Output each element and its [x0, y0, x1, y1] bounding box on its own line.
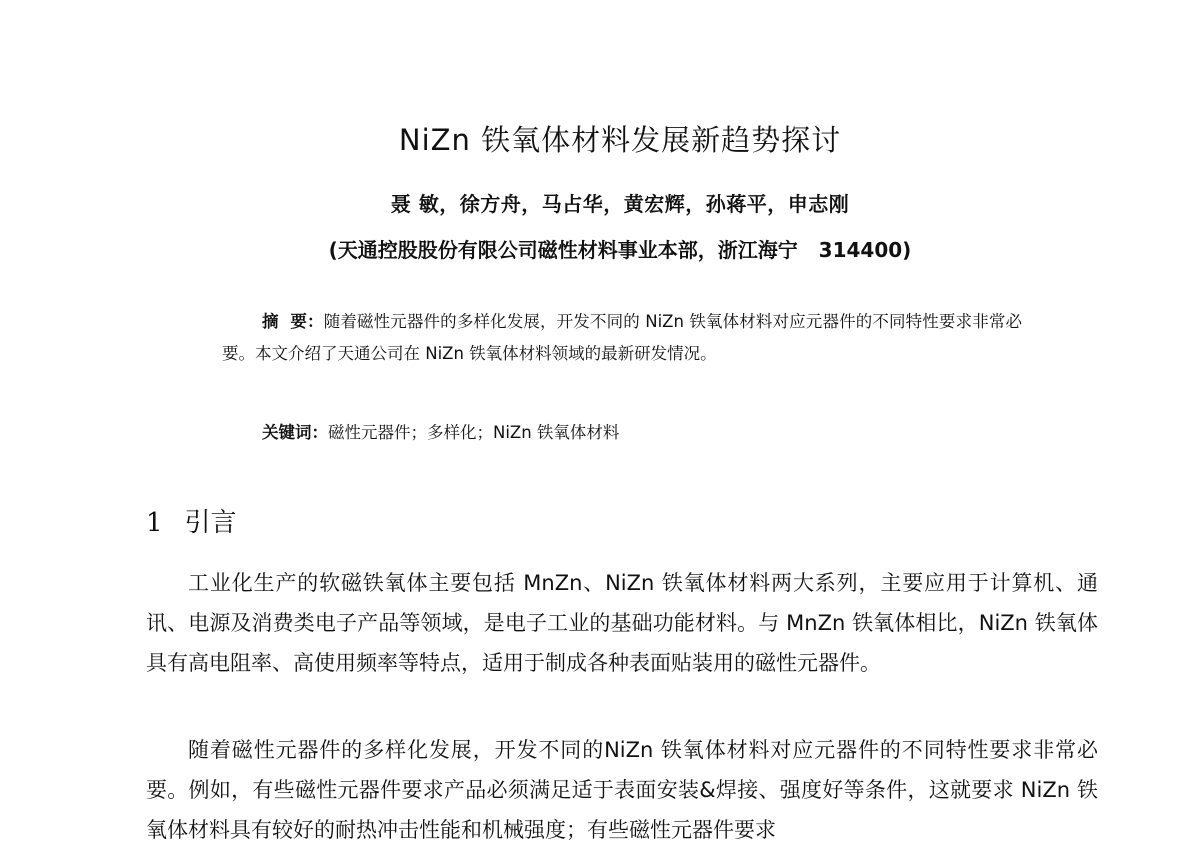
keywords-label: 关键词：	[262, 423, 328, 442]
author-list: 聂 敏，徐方舟，马占华，黄宏辉，孙蒋平，申志刚	[390, 192, 850, 216]
section-number: 1	[146, 508, 163, 538]
abstract-text: 随着磁性元器件的多样化发展，开发不同的 NiZn 铁氧体材料对应元器件的不同特性要求非常必要。本文介绍了天通公司在 NiZn 铁氧体材料领域的最新研发情况。	[222, 312, 1022, 363]
section-heading	[146, 502, 237, 539]
body-paragraph: 随着磁性元器件的多样化发展，开发不同的NiZn 铁氧体材料对应元器件的不同特性要求非常必要。例如，有些磁性元器件要求产品必须满足适于表面安装&焊接、强度好等条件，这就要求 NiZn 铁氧体材料具有较好的耐热冲击性能和机械强度；有些磁性元器件要求	[146, 738, 1098, 842]
body-paragraph: 工业化生产的软磁铁氧体主要包括 MnZn、NiZn 铁氧体材料两大系列，主要应用于计算机、通讯、电源及消费类电子产品等领域，是电子工业的基础功能材料。与 MnZn 铁氧体相比，NiZn 铁氧体具有高电阻率、高使用频率等特点，适用于制成各种表面贴装用的磁性元器件。	[146, 571, 1098, 675]
keywords	[262, 419, 1022, 447]
keywords-text: 磁性元器件；多样化；NiZn 铁氧体材料	[328, 423, 620, 442]
section-title: 引言	[184, 508, 237, 538]
affiliation: (天通控股股份有限公司磁性材料事业本部，浙江海宁 314400)	[328, 238, 912, 262]
paper-title: NiZn 铁氧体材料发展新趋势探讨	[398, 123, 842, 157]
abstract	[222, 306, 1022, 369]
abstract-label: 摘 要：	[262, 312, 324, 331]
